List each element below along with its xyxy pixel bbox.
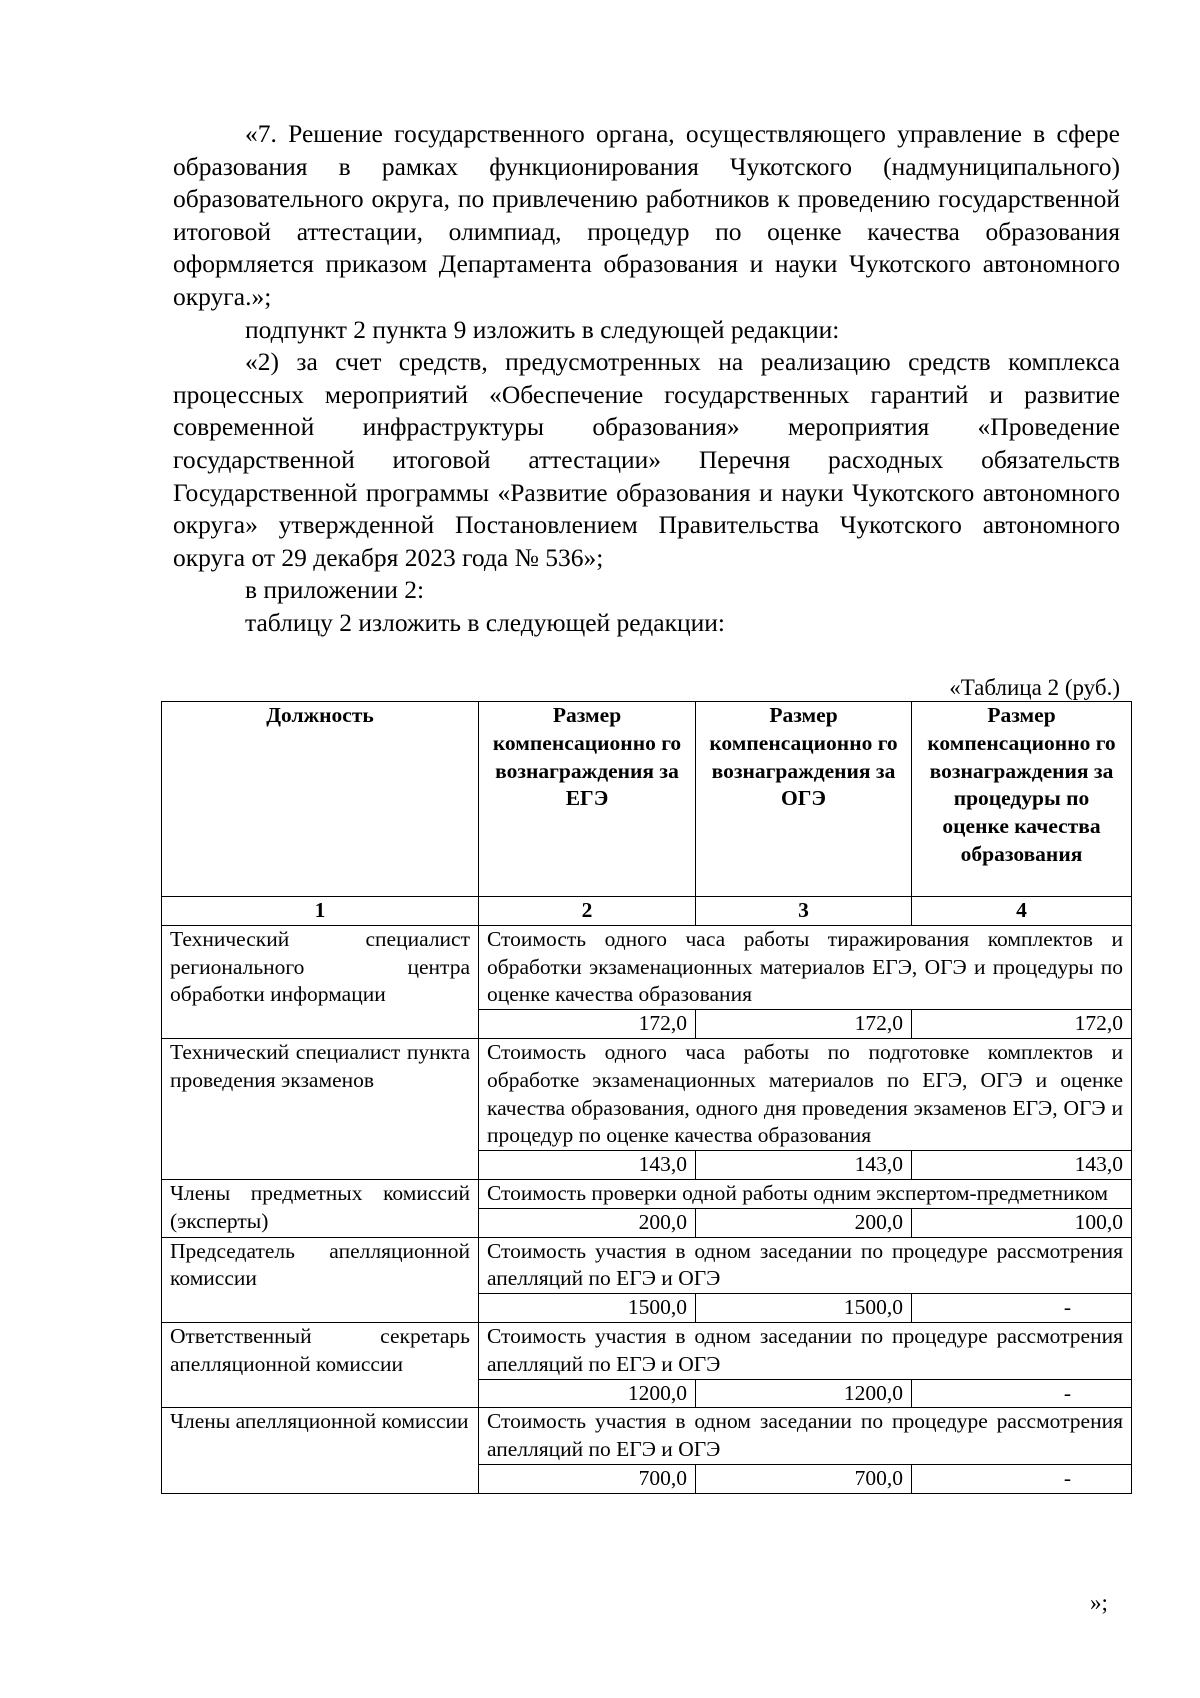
value-ege: 172,0 [479,1010,696,1039]
position-cell: Технический специалист пункта проведения экзаменов [162,1038,479,1179]
position-cell: Члены апелляционной комиссии [162,1408,479,1493]
value-quality: - [912,1379,1132,1408]
value-oge: 143,0 [696,1151,912,1180]
value-oge: 700,0 [696,1464,912,1493]
value-quality: - [912,1294,1132,1323]
header-position: Должность [162,702,479,897]
column-number: 2 [479,897,696,926]
position-cell: Председатель апелляционной комиссии [162,1237,479,1322]
header-oge: Размер компенсационно го вознаграждения за ОГЭ [696,702,912,897]
paragraph-clause-7: «7. Решение государственного органа, осуществляющего управление в сфере образования в рамках функционирования Чукотского (надмуниципального) образовательного округа, по привлечению работников к проведению государственной итоговой аттестации, олимпиад, процедур по оценке качества образования оформляется приказом Департамента образования и науки Чукотского автономного округа.»; [173,119,1120,311]
description-cell: Стоимость участия в одном заседании по процедуре рассмотрения апелляций по ЕГЭ и ОГЭ [479,1408,1132,1465]
table-row [162,925,1132,1009]
table-column-numbers-row [162,897,1132,926]
value-oge: 172,0 [696,1010,912,1039]
header-ege: Размер компенсационно го вознаграждения за ЕГЭ [479,702,696,897]
paragraph-appendix-2: в приложении 2: [245,575,425,605]
paragraph-subclause-instruction: подпункт 2 пункта 9 изложить в следующей редакции: [245,314,840,344]
table-row [162,1179,1132,1208]
value-oge: 1500,0 [696,1294,912,1323]
description-cell: Стоимость участия в одном заседании по процедуре рассмотрения апелляций по ЕГЭ и ОГЭ [479,1237,1132,1294]
description-cell: Стоимость одного часа работы тиражирования комплектов и обработки экзаменационных материалов ЕГЭ, ОГЭ и процедуры по оценке качества образования [479,925,1132,1009]
table-header-row [162,702,1132,897]
header-quality: Размер компенсационно го вознаграждения за процедуры по оценке качества образования [912,702,1132,897]
column-number: 4 [912,897,1132,926]
description-cell: Стоимость проверки одной работы одним экспертом-предметником [479,1179,1132,1208]
table-row [162,1408,1132,1465]
compensation-table [161,701,1132,1494]
value-ege: 700,0 [479,1464,696,1493]
description-cell: Стоимость участия в одном заседании по процедуре рассмотрения апелляций по ЕГЭ и ОГЭ [479,1322,1132,1379]
closing-quote: »; [1090,1590,1108,1615]
value-quality: 172,0 [912,1010,1132,1039]
column-number: 1 [162,897,479,926]
column-number: 3 [696,897,912,926]
paragraph-table-instruction: таблицу 2 изложить в следующей редакции: [245,607,725,637]
position-cell: Ответственный секретарь апелляционной комиссии [162,1322,479,1407]
document-body [173,118,1120,640]
position-cell: Члены предметных комиссий (эксперты) [162,1179,479,1237]
description-cell: Стоимость одного часа работы по подготовке комплектов и обработке экзаменационных материалов по ЕГЭ, ОГЭ и оценке качества образования, одного дня проведения экзаменов ЕГЭ, ОГЭ и процедур по оценке качества образования [479,1038,1132,1150]
value-oge: 1200,0 [696,1379,912,1408]
value-quality: - [912,1464,1132,1493]
value-ege: 143,0 [479,1151,696,1180]
paragraph-subclause-2: «2) за счет средств, предусмотренных на реализацию средств комплекса процессных мероприятий «Обеспечение государственных гарантий и развитие современной инфраструктуры образования» мероприятия «Проведение государственной итоговой аттестации» Перечня расходных обязательств Государственной программы «Развитие образования и науки Чукотского автономного округа» утвержденной Постановлением Правительства Чукотского автономного округа от 29 декабря 2023 года № 536»; [173,347,1120,572]
table-row [162,1038,1132,1150]
table-row [162,1237,1132,1294]
value-ege: 1500,0 [479,1294,696,1323]
value-quality: 143,0 [912,1151,1132,1180]
value-oge: 200,0 [696,1208,912,1237]
position-cell: Технический специалист регионального центра обработки информации [162,925,479,1038]
value-quality: 100,0 [912,1208,1132,1237]
value-ege: 1200,0 [479,1379,696,1408]
value-ege: 200,0 [479,1208,696,1237]
table-caption: «Таблица 2 (руб.) [949,675,1120,700]
table-row [162,1322,1132,1379]
